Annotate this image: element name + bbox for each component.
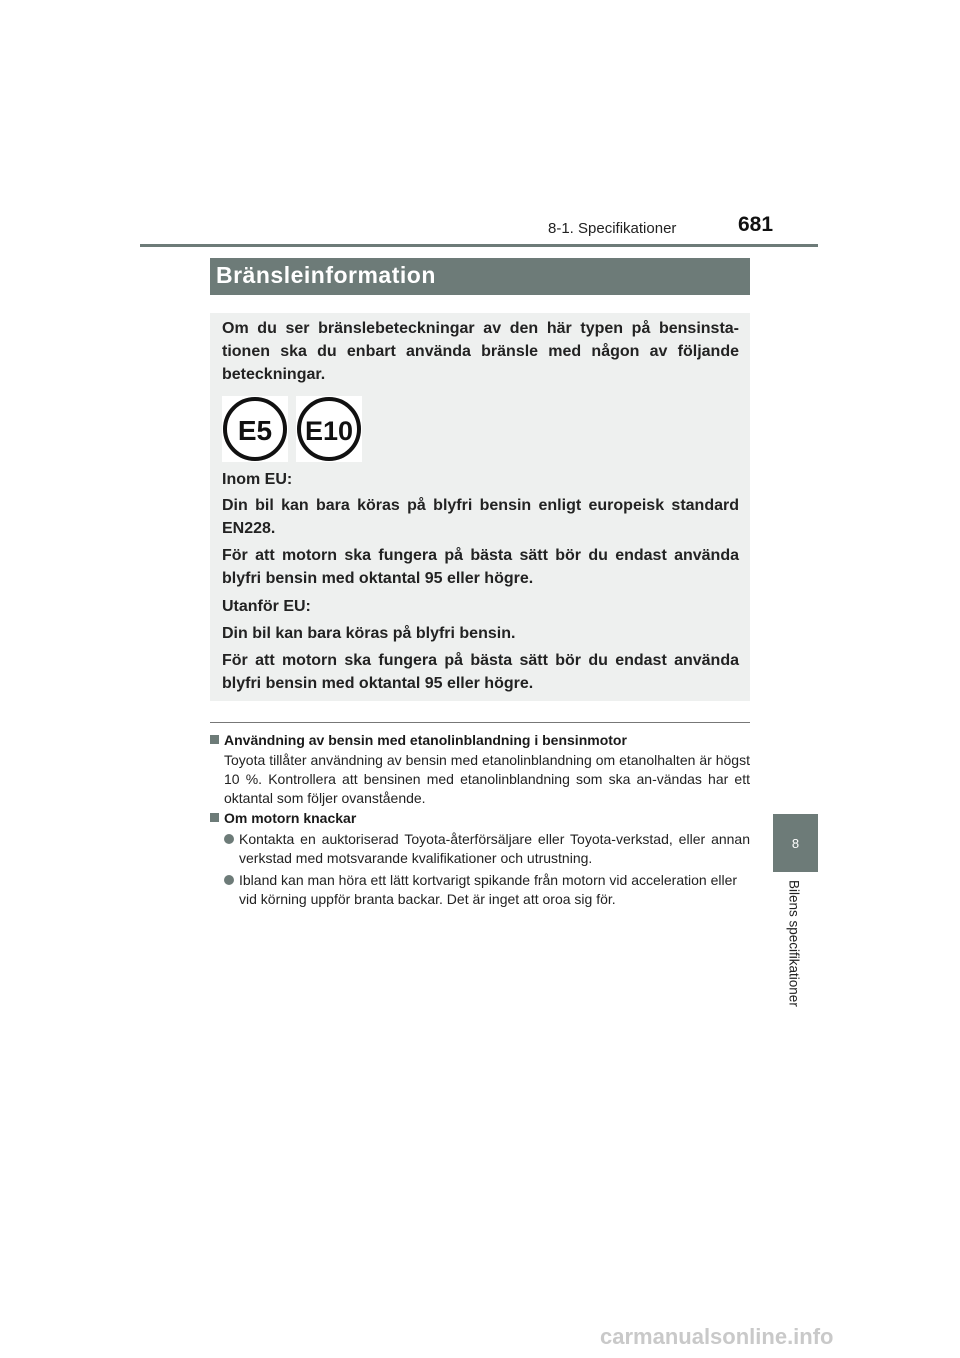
- ethanol-note-heading: [210, 732, 627, 748]
- chapter-tab[interactable]: [773, 814, 818, 872]
- e5-badge: [222, 396, 288, 462]
- header-divider: [140, 244, 818, 247]
- section-divider: [210, 722, 750, 723]
- e5-badge-icon: [222, 396, 288, 462]
- non-eu-line-2: För att motorn ska fungera på bästa sätt bör du endast använda blyfri bensin med oktantal 95 eller högre.: [222, 652, 739, 692]
- eu-line-1: Din bil kan bara köras på blyfri bensin enligt europeisk standard EN228.: [222, 497, 739, 537]
- page-number: 681: [738, 213, 774, 236]
- ethanol-note-heading-text: Användning av bensin med etanolinblandning i bensinmotor: [224, 732, 627, 748]
- e10-label: E10: [304, 416, 354, 446]
- round-bullet-icon: [224, 875, 234, 885]
- non-eu-heading: Utanför EU:: [222, 598, 311, 615]
- knock-bullet-2: Ibland kan man höra ett lätt kortvarigt spikande från motorn vid acceleration eller vid körning uppför branta backar. Det är inget att oroa sig för.: [239, 872, 738, 907]
- e10-badge: [296, 396, 362, 462]
- eu-line-2: För att motorn ska fungera på bästa sätt bör du endast använda blyfri bensin med oktantal 95 eller högre.: [222, 547, 739, 587]
- chapter-number: 8: [791, 835, 800, 851]
- section-heading: 8-1. Specifikationer: [548, 220, 677, 237]
- e5-label: E5: [237, 415, 273, 446]
- round-bullet-icon: [224, 834, 234, 844]
- knock-note-heading-text: Om motorn knackar: [224, 810, 357, 826]
- watermark: carmanualsonline.info: [600, 1324, 834, 1349]
- chapter-label-text: Bilens specifikationer: [786, 880, 802, 1007]
- square-bullet-icon: [210, 735, 219, 744]
- square-bullet-icon: [210, 813, 219, 822]
- e10-badge-icon: [296, 396, 362, 462]
- ethanol-note-body: Toyota tillåter användning av bensin med etanolinblandning om etanolhalten är högst 10 %. Kontrollera att bensinen med etanolinblandning som ska an-vändas har ett oktantal som följer ovanstående.: [224, 752, 750, 806]
- page-title-bar: [210, 258, 750, 295]
- knock-note-heading: [210, 810, 356, 826]
- knock-bullet-1: Kontakta en auktoriserad Toyota-återförsäljare eller Toyota-verkstad, eller annan verkstad med motsvarande kvalifikationer och utrustning.: [239, 831, 750, 866]
- intro-text: Om du ser bränslebeteckningar av den här typen på bensinsta-tionen ska du enbart använda bränsle med någon av följande beteckningar.: [222, 320, 739, 383]
- list-item: [224, 871, 750, 909]
- chapter-label: [782, 880, 806, 1020]
- fuel-info-box: [210, 313, 750, 701]
- eu-heading: Inom EU:: [222, 471, 293, 488]
- non-eu-line-1: Din bil kan bara köras på blyfri bensin.: [222, 625, 516, 642]
- page-title: Bränsleinformation: [216, 262, 436, 288]
- list-item: [224, 830, 750, 868]
